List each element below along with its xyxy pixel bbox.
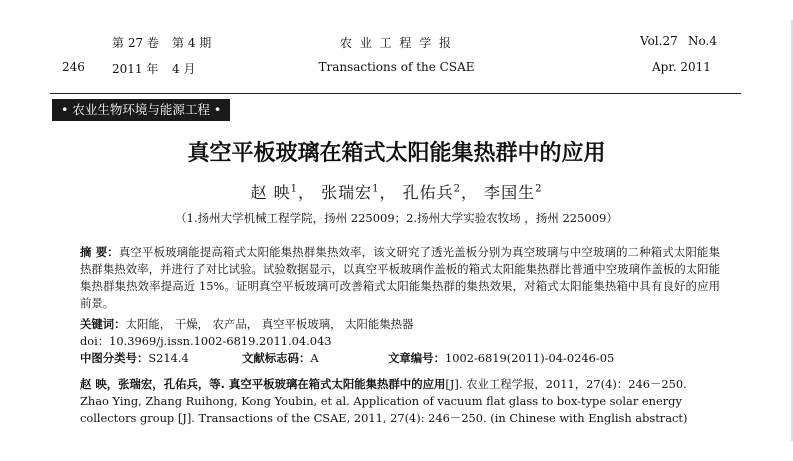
- page-number: 246: [62, 60, 85, 74]
- affiliation: （1.扬州大学机械工程学院，扬州 225009；2.扬州大学实验农牧场 ，扬州 225009）: [175, 211, 618, 225]
- abstract: [80, 244, 720, 312]
- keywords-label: 关键词：: [80, 317, 126, 331]
- issue-cn: 第 4 期: [172, 36, 212, 50]
- author-affil-sup: 1: [290, 183, 298, 195]
- volume-cn: 第 27 卷: [112, 36, 159, 50]
- month-cn: 4 月: [172, 62, 196, 76]
- keywords-text: 太阳能， 干燥， 农产品， 真空平板玻璃， 太阳能集热器: [125, 317, 414, 331]
- journal-name-en: Transactions of the CSAE: [318, 60, 475, 74]
- doc-value: A: [310, 351, 319, 365]
- article-label: 文章编号：: [388, 351, 445, 365]
- author-separator: ，: [460, 183, 478, 202]
- date-en: Apr. 2011: [652, 60, 711, 74]
- author-name: 张瑞宏: [321, 183, 373, 202]
- header-rule: [50, 93, 741, 94]
- clc-number: [80, 350, 189, 366]
- clc-label: 中图分类号：: [80, 351, 149, 365]
- author-name: 李国生: [484, 183, 536, 202]
- citation: [80, 376, 720, 427]
- author-separator: ，: [297, 183, 315, 202]
- paper-title: 真空平板玻璃在箱式太阳能集热群中的应用: [187, 141, 606, 166]
- year-cn: 2011 年: [112, 62, 159, 76]
- no-en: No.4: [688, 34, 717, 48]
- article-number: [388, 350, 614, 366]
- author-affil-sup: 1: [372, 183, 380, 195]
- author-name: 赵 映: [250, 183, 291, 202]
- abstract-label: 摘 要：: [80, 245, 119, 259]
- author-list: [0, 180, 793, 203]
- section-tag: • 农业生物环境与能源工程 •: [52, 99, 230, 121]
- author-name: 孔佑兵: [402, 183, 454, 202]
- journal-name-cn: 农 业 工 程 学 报: [339, 36, 454, 50]
- doc-label: 文献标志码：: [242, 351, 311, 365]
- doi: doi：10.3969/j.issn.1002-6819.2011.04.043: [80, 334, 332, 348]
- keywords: [80, 316, 413, 332]
- author-separator: ，: [379, 183, 397, 202]
- document-code: [242, 350, 319, 366]
- author-affil-sup: 2: [453, 183, 461, 195]
- author-affil-sup: 2: [535, 183, 543, 195]
- clc-value: S214.4: [148, 351, 189, 365]
- citation-cn-rest: [J]. 农业工程学报，2011，27(4)：246－250.: [445, 377, 687, 391]
- citation-en: Zhao Ying, Zhang Ruihong, Kong Youbin, et al. Application of vacuum flat glass to box-type solar energy collectors group [J]. Transactions of the CSAE, 2011, 27(4): 246－250. (in Chinese with English abstract): [80, 394, 688, 425]
- abstract-text: 真空平板玻璃能提高箱式太阳能集热群集热效率，该文研究了透光盖板分别为真空玻璃与中空玻璃的二种箱式太阳能集热群集热效率，并进行了对比试验。试验数据显示，以真空平板玻璃作盖板的箱式太阳能集热群比普通中空玻璃作盖板的太阳能集热群集热效率提高近 15%。证明真空平板玻璃可改善箱式太阳能集热群的集热效果，对箱式太阳能集热箱中具有良好的应用前景。: [80, 245, 720, 310]
- vol-en: Vol.27: [640, 34, 678, 48]
- article-value: 1002-6819(2011)-04-0246-05: [444, 351, 615, 365]
- citation-cn-bold: 赵 映，张瑞宏，孔佑兵，等. 真空平板玻璃在箱式太阳能集热群中的应用: [80, 377, 446, 391]
